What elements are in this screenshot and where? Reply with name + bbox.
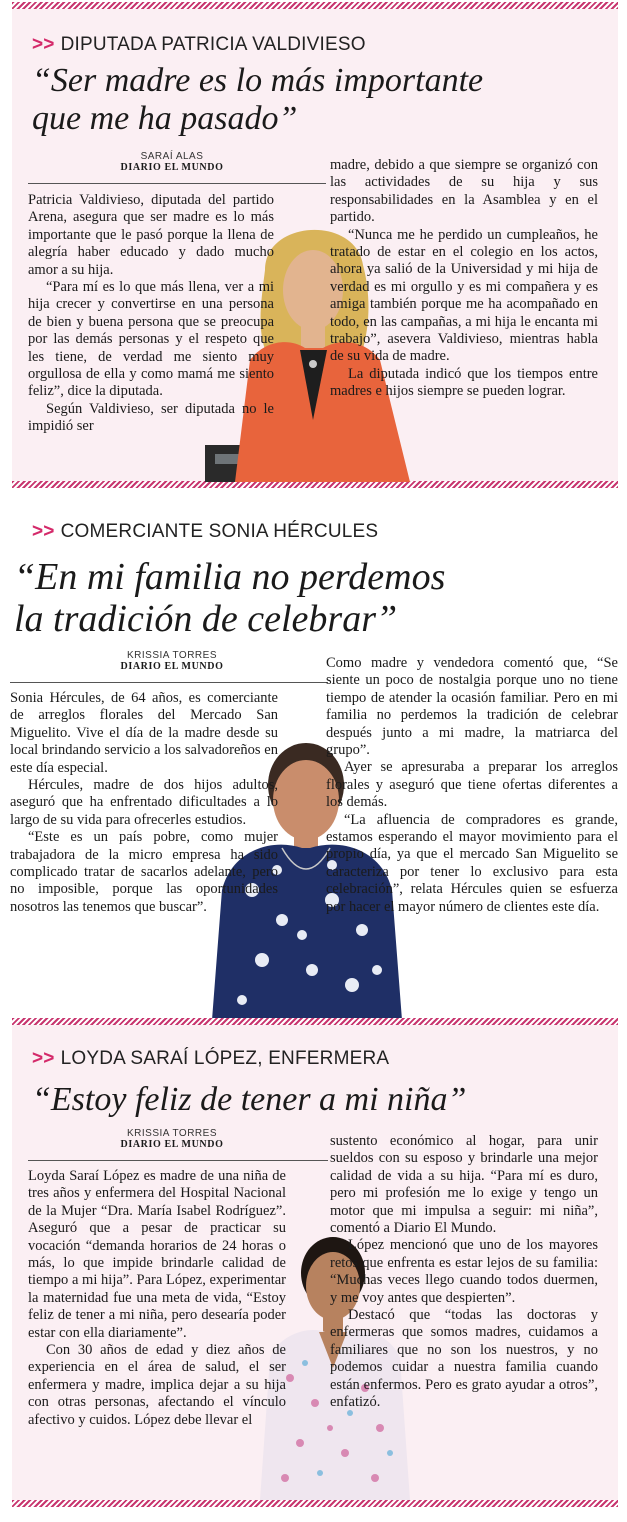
- story-column-right: [330, 1133, 598, 1412]
- paragraph: “Nunca me he perdido un cumpleaños, he tratado de estar en el colegio en los actos, ahora ya salió de la Universidad y mi hija de verdad es mi orgullo y es mi compañera y es amiga también porque me ha acompañado en todo, en las campañas, a mi hija le encanta mi trabajo”, asevera Valdivieso, mientras habla de su vida de madre.: [330, 226, 598, 365]
- paragraph: Según Valdivieso, ser diputada no le impidió ser: [28, 400, 274, 435]
- author-name: KRISSIA TORRES: [127, 650, 217, 661]
- byline-rule: [28, 1160, 328, 1161]
- story-column-left: [10, 690, 278, 916]
- byline: [82, 151, 262, 173]
- paragraph: Loyda Saraí López es madre de una niña de tres años y enfermera del Hospital Nacional de la Mujer “Dra. María Isabel Rodríguez”. Aseguró que a pesar de practicar su vocación “demanda horarios de 24 horas o más, lo que impide brindarle calidad de tiempo a mi hija”. Para López, experimentar la maternidad fue una meta de vida, “Estoy feliz de tener a mi niña, pero desearía poder estar con ella diariamente”.: [28, 1168, 286, 1341]
- kicker-text: COMERCIANTE SONIA HÉRCULES: [60, 521, 379, 542]
- byline: [82, 1128, 262, 1150]
- paragraph: Destacó que “todas las doctoras y enfermeras que somos madres, cuidamos a familiares que no son los nuestros, y no podemos cuidar a nuestra familia cuando están enfermos. Pero es grato ayudar a otros”, enfatizó.: [330, 1307, 598, 1411]
- author-name: KRISSIA TORRES: [127, 1128, 217, 1139]
- double-chevron-right-icon: >>: [32, 521, 55, 542]
- divider-stripe-bottom: [12, 1500, 618, 1507]
- divider-stripe: [12, 1018, 618, 1025]
- kicker-text: LOYDA SARAÍ LÓPEZ, ENFERMERA: [60, 1048, 390, 1069]
- story-headline: [32, 1081, 466, 1119]
- paragraph: Hércules, madre de dos hijos adultos, aseguró que ha enfrentado dificultades a lo largo de su vida para ofrecerles estudios.: [10, 777, 278, 828]
- paragraph: Como madre y vendedora comentó que, “Se siente un poco de nostalgia porque uno no tiene tiempo de atender la ocasión familiar. Pero en mi familia no perdemos la tradición de celebrar después junto a mi madre, la matriarca del grupo”.: [326, 655, 618, 759]
- byline: [82, 650, 262, 672]
- headline-line: “Estoy feliz de tener a mi niña”: [32, 1081, 467, 1118]
- paragraph: madre, debido a que siempre se organizó con las actividades de su hija y sus responsabilidades en la Asamblea y en el partido.: [330, 157, 598, 226]
- paragraph: Con 30 años de edad y diez años de experiencia en el área de salud, el ser enfermera y madre, implica dejar a su hija con otras personas, afectando el vínculo afectivo y cuidos. López debe llevar el: [28, 1342, 286, 1428]
- outlet-name: DIARIO EL MUNDO: [120, 162, 224, 173]
- paragraph: sustento económico al hogar, para unir sueldos con su esposo y brindarle una mejor calidad de vida a su hija. “Para mí es duro, pero mi profesión me lo exige y tengo un motor que mi impulsa a seguir: mi niña”, comentó a Diario El Mundo.: [330, 1133, 598, 1237]
- headline-line: “Ser madre es lo más importante: [32, 62, 484, 99]
- double-chevron-right-icon: >>: [32, 1048, 55, 1069]
- story-kicker: [32, 521, 378, 543]
- paragraph: López mencionó que uno de los mayores retos que enfrenta es estar lejos de su familia: “Muchas veces llego cuando todos duermen, y me voy antes que despierten”.: [330, 1237, 598, 1306]
- headline-line: “En mi familia no perdemos: [14, 556, 446, 598]
- kicker-text: DIPUTADA PATRICIA VALDIVIESO: [60, 34, 366, 55]
- paragraph: “Este es un país pobre, como mujer trabajadora de la micro empresa ha sido complicado tratar de sacarlos adelante, pero no imposible, porque las oportunidades nosotros las tenemos que buscar”.: [10, 829, 278, 915]
- story-column-right: [330, 157, 598, 401]
- divider-stripe: [12, 481, 618, 488]
- story-headline: [32, 62, 483, 138]
- paragraph: Patricia Valdivieso, diputada del partido Arena, asegura que ser madre es lo más importante que le pasó porque la llena de alegría haber educado y dado mucho amor a su hija.: [28, 192, 274, 278]
- story-kicker: [32, 34, 366, 56]
- paragraph: La diputada indicó que los tiempos entre madres e hijos siempre se pueden lograr.: [330, 365, 598, 400]
- story-column-right: [326, 655, 618, 916]
- story-headline: [14, 556, 445, 640]
- byline-rule: [28, 183, 326, 184]
- paragraph: Sonia Hércules, de 64 años, es comerciante de arreglos florales del Mercado San Miguelito. Vive el día de la madre desde su local brindando servicio a los salvadoreños en este día especial.: [10, 690, 278, 776]
- story-column-left: [28, 192, 274, 436]
- divider-stripe-top: [12, 2, 618, 9]
- paragraph: Ayer se apresuraba a preparar los arreglos florales y aseguró que tiene ofertas diferentes a los demás.: [326, 759, 618, 811]
- story-column-left: [28, 1168, 286, 1429]
- paragraph: “La afluencia de compradores es grande, estamos esperando el mayor movimiento para el propio día, ya que el mercado San Miguelito se caracteriza por tener lo exclusivo para esta celebración”, relata Hércules quien se esfuerza por hacer el mayor número de clientes este día.: [326, 811, 618, 915]
- byline-rule: [10, 682, 328, 683]
- headline-line: la tradición de celebrar”: [14, 598, 398, 640]
- story-kicker: [32, 1048, 389, 1070]
- paragraph: “Para mí es lo que más llena, ver a mi hija crecer y convertirse en una persona de bien y buena persona que se preocupa por las demás personas y el respeto que les tiene, de verdad me siento muy orgullosa de ella y como mamá me siento feliz”, dice la diputada.: [28, 279, 274, 400]
- double-chevron-right-icon: >>: [32, 34, 55, 55]
- headline-line: que me ha pasado”: [32, 100, 298, 137]
- author-name: SARAÍ ALAS: [140, 151, 204, 162]
- outlet-name: DIARIO EL MUNDO: [120, 1139, 224, 1150]
- outlet-name: DIARIO EL MUNDO: [120, 661, 224, 672]
